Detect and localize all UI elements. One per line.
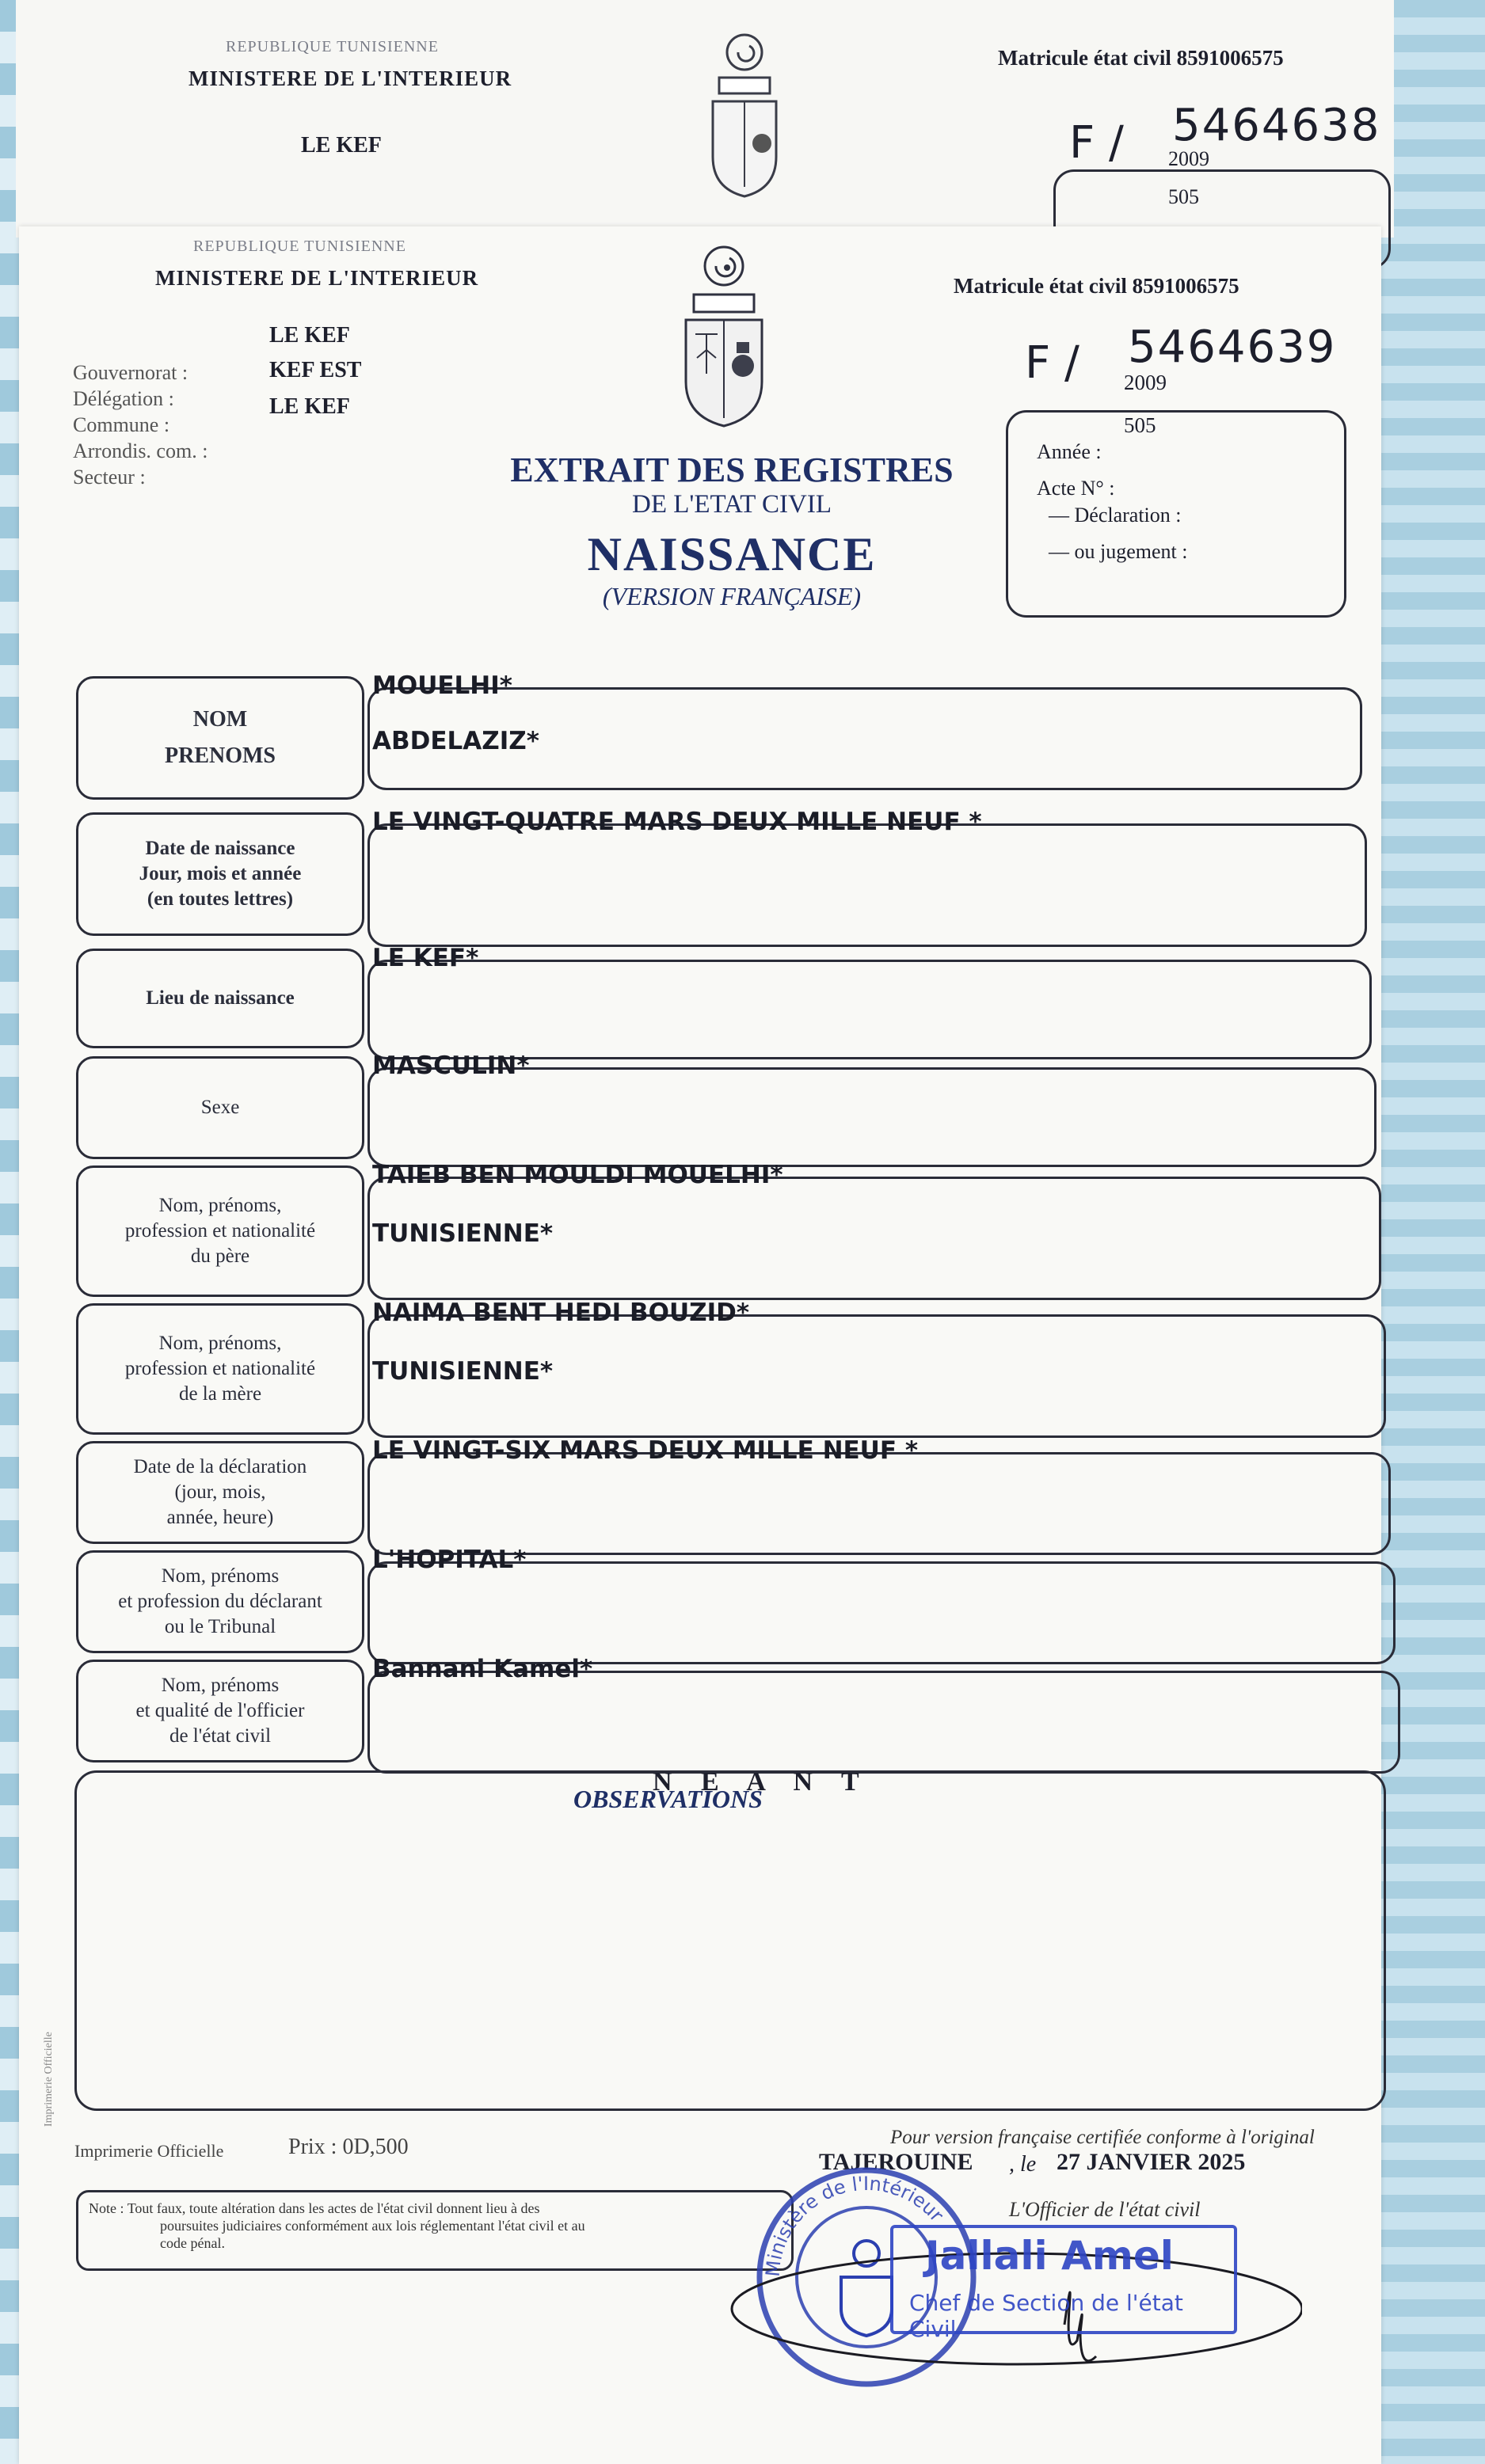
row-label-line: Nom, prénoms, [158, 1195, 282, 1216]
row-value-0-0: MOUELHI* [372, 671, 512, 700]
back-republic: REPUBLIQUE TUNISIENNE [226, 38, 439, 55]
row-value-4-1: TUNISIENNE* [372, 1219, 554, 1248]
issue-place: TAJEROUINE [819, 2149, 973, 2175]
row-value-box-3 [367, 1067, 1376, 1167]
registry-sublabels [1049, 497, 1187, 570]
row-label-line: Sexe [200, 1097, 240, 1118]
label-commune: Commune : [73, 413, 170, 436]
row-value-box-8 [367, 1671, 1400, 1774]
row-label-line: PRENOMS [165, 743, 276, 768]
row-label-line: NOM [192, 707, 248, 732]
signer-title: Chef de Section de l'état Civil [909, 2290, 1183, 2342]
row-label-line: Lieu de naissance [146, 987, 295, 1009]
issue-date: 27 JANVIER 2025 [1057, 2149, 1246, 2175]
certified-label: Pour version française certifiée conforme à l'original [890, 2127, 1315, 2148]
year-label: Année : [1037, 440, 1102, 463]
row-value-box-1 [367, 823, 1367, 947]
stamp-text: Ministère de l'Intérieur [761, 2172, 948, 2278]
back-f-prefix: F / [1069, 117, 1124, 169]
row-label-4 [76, 1165, 364, 1297]
signer-name: Jallali Amel [925, 2233, 1174, 2279]
row-label-line: de la mère [178, 1383, 262, 1405]
coat-of-arms-icon [668, 239, 779, 429]
row-value-0-1: ABDELAZIZ* [372, 727, 539, 755]
row-label-line: du père [190, 1245, 250, 1267]
title-line2: DE L'ETAT CIVIL [632, 490, 832, 519]
issue-date-prefix: , le [1009, 2152, 1037, 2177]
judgment-label: — ou jugement : [1049, 540, 1188, 563]
title-version: (VERSION FRANÇAISE) [602, 582, 862, 610]
delegation-value: LE KEF [269, 394, 350, 419]
title-line1: EXTRAIT DES REGISTRES [510, 451, 954, 489]
row-value-box-6 [367, 1452, 1391, 1555]
governorate-value: KEF EST [269, 358, 362, 382]
location-labels [73, 359, 208, 490]
row-label-8 [76, 1660, 364, 1762]
f-number: 5464639 [1128, 321, 1337, 373]
row-label-line: Nom, prénoms [161, 1565, 280, 1587]
row-value-6-0: LE VINGT-SIX MARS DEUX MILLE NEUF * [372, 1436, 919, 1465]
row-label-line: Date de naissance [145, 838, 295, 859]
back-ministry: MINISTERE DE L'INTERIEUR [188, 67, 512, 90]
row-label-5 [76, 1303, 364, 1435]
row-label-3 [76, 1056, 364, 1159]
registry-act: 505 [1124, 413, 1156, 437]
f-prefix: F / [1025, 337, 1079, 389]
observations-title: OBSERVATIONS [573, 1785, 763, 1813]
back-matricule-label: Matricule état civil [998, 46, 1171, 70]
left-border-pattern [0, 0, 21, 2464]
back-act: 505 [1168, 185, 1199, 208]
row-label-line: et qualité de l'officier [135, 1700, 305, 1721]
row-label-line: (jour, mois, [174, 1481, 266, 1503]
observations-box [74, 1770, 1386, 2111]
matricule-label: Matricule état civil [954, 274, 1127, 298]
location-top-value: LE KEF [269, 323, 350, 348]
row-label-line: année, heure) [166, 1507, 274, 1528]
row-label-line: Nom, prénoms, [158, 1333, 282, 1354]
title-block [478, 450, 985, 611]
row-label-7 [76, 1550, 364, 1653]
row-value-3-0: MASCULIN* [372, 1051, 530, 1080]
row-label-line: profession et nationalité [124, 1358, 316, 1379]
note-line1: Tout faux, toute altération dans les actes de l'état civil donnent lieu à des [127, 2200, 540, 2216]
back-matricule-value: 8591006575 [1176, 46, 1284, 70]
row-label-line: de l'état civil [169, 1725, 272, 1747]
act-label: Acte N° : [1037, 477, 1115, 500]
row-label-line: Date de la déclaration [133, 1456, 307, 1477]
row-label-1 [76, 812, 364, 936]
note-label: Note : [89, 2200, 124, 2216]
row-value-box-2 [367, 960, 1372, 1059]
row-value-4-0: TAIEB BEN MOULDI MOUELHI* [372, 1161, 783, 1189]
title-main: NAISSANCE [587, 528, 877, 580]
row-value-8-0: Bannani Kamel* [372, 1655, 593, 1683]
side-print: Imprimerie Officielle [43, 2032, 55, 2127]
republic-header: REPUBLIQUE TUNISIENNE [193, 238, 406, 255]
officer-line: L'Officier de l'état civil [1009, 2198, 1201, 2221]
matricule-value: 8591006575 [1132, 274, 1239, 298]
declaration-label: — Déclaration : [1049, 504, 1182, 527]
back-year: 2009 [1168, 147, 1209, 170]
note-line3: code pénal. [160, 2235, 225, 2251]
registry-year: 2009 [1124, 371, 1167, 394]
row-value-1-0: LE VINGT-QUATRE MARS DEUX MILLE NEUF * [372, 808, 982, 836]
label-arrondissement: Arrondis. com. : [73, 439, 208, 462]
row-label-2 [76, 949, 364, 1048]
name-stamp [890, 2225, 1237, 2342]
back-governorate: LE KEF [301, 133, 382, 158]
row-value-5-0: NAIMA BENT HEDI BOUZID* [372, 1299, 750, 1327]
row-label-line: profession et nationalité [124, 1220, 316, 1242]
price-label: Prix : 0D,500 [288, 2135, 409, 2159]
row-label-line: Jour, mois et année [139, 863, 302, 884]
back-coat-of-arms-icon [697, 29, 792, 203]
registry-labels [1037, 434, 1114, 507]
row-value-5-1: TUNISIENNE* [372, 1357, 554, 1386]
row-value-2-0: LE KEF* [372, 944, 479, 972]
label-delegation: Délégation : [73, 387, 174, 410]
label-sector: Secteur : [73, 466, 146, 489]
printer-label: Imprimerie Officielle [74, 2141, 224, 2161]
label-governorate: Gouvernorat : [73, 361, 188, 384]
row-value-7-0: L'HOPITAL* [372, 1546, 527, 1574]
row-label-0 [76, 676, 364, 800]
row-value-box-7 [367, 1561, 1396, 1664]
row-label-line: et profession du déclarant [118, 1591, 322, 1612]
ministry-header: MINISTERE DE L'INTERIEUR [155, 266, 479, 290]
observations-neant: N E A N T [653, 1767, 870, 1797]
note-line2: poursuites judiciaires conformément aux lois réglementant l'état civil et au [160, 2218, 585, 2234]
row-label-line: ou le Tribunal [164, 1616, 276, 1637]
row-label-line: (en toutes lettres) [147, 888, 294, 910]
row-label-line: Nom, prénoms [161, 1675, 280, 1696]
birth-certificate [19, 226, 1381, 2464]
legal-note [89, 2200, 585, 2252]
row-label-6 [76, 1441, 364, 1544]
back-document [16, 0, 1394, 238]
back-f-number: 5464638 [1172, 100, 1381, 151]
